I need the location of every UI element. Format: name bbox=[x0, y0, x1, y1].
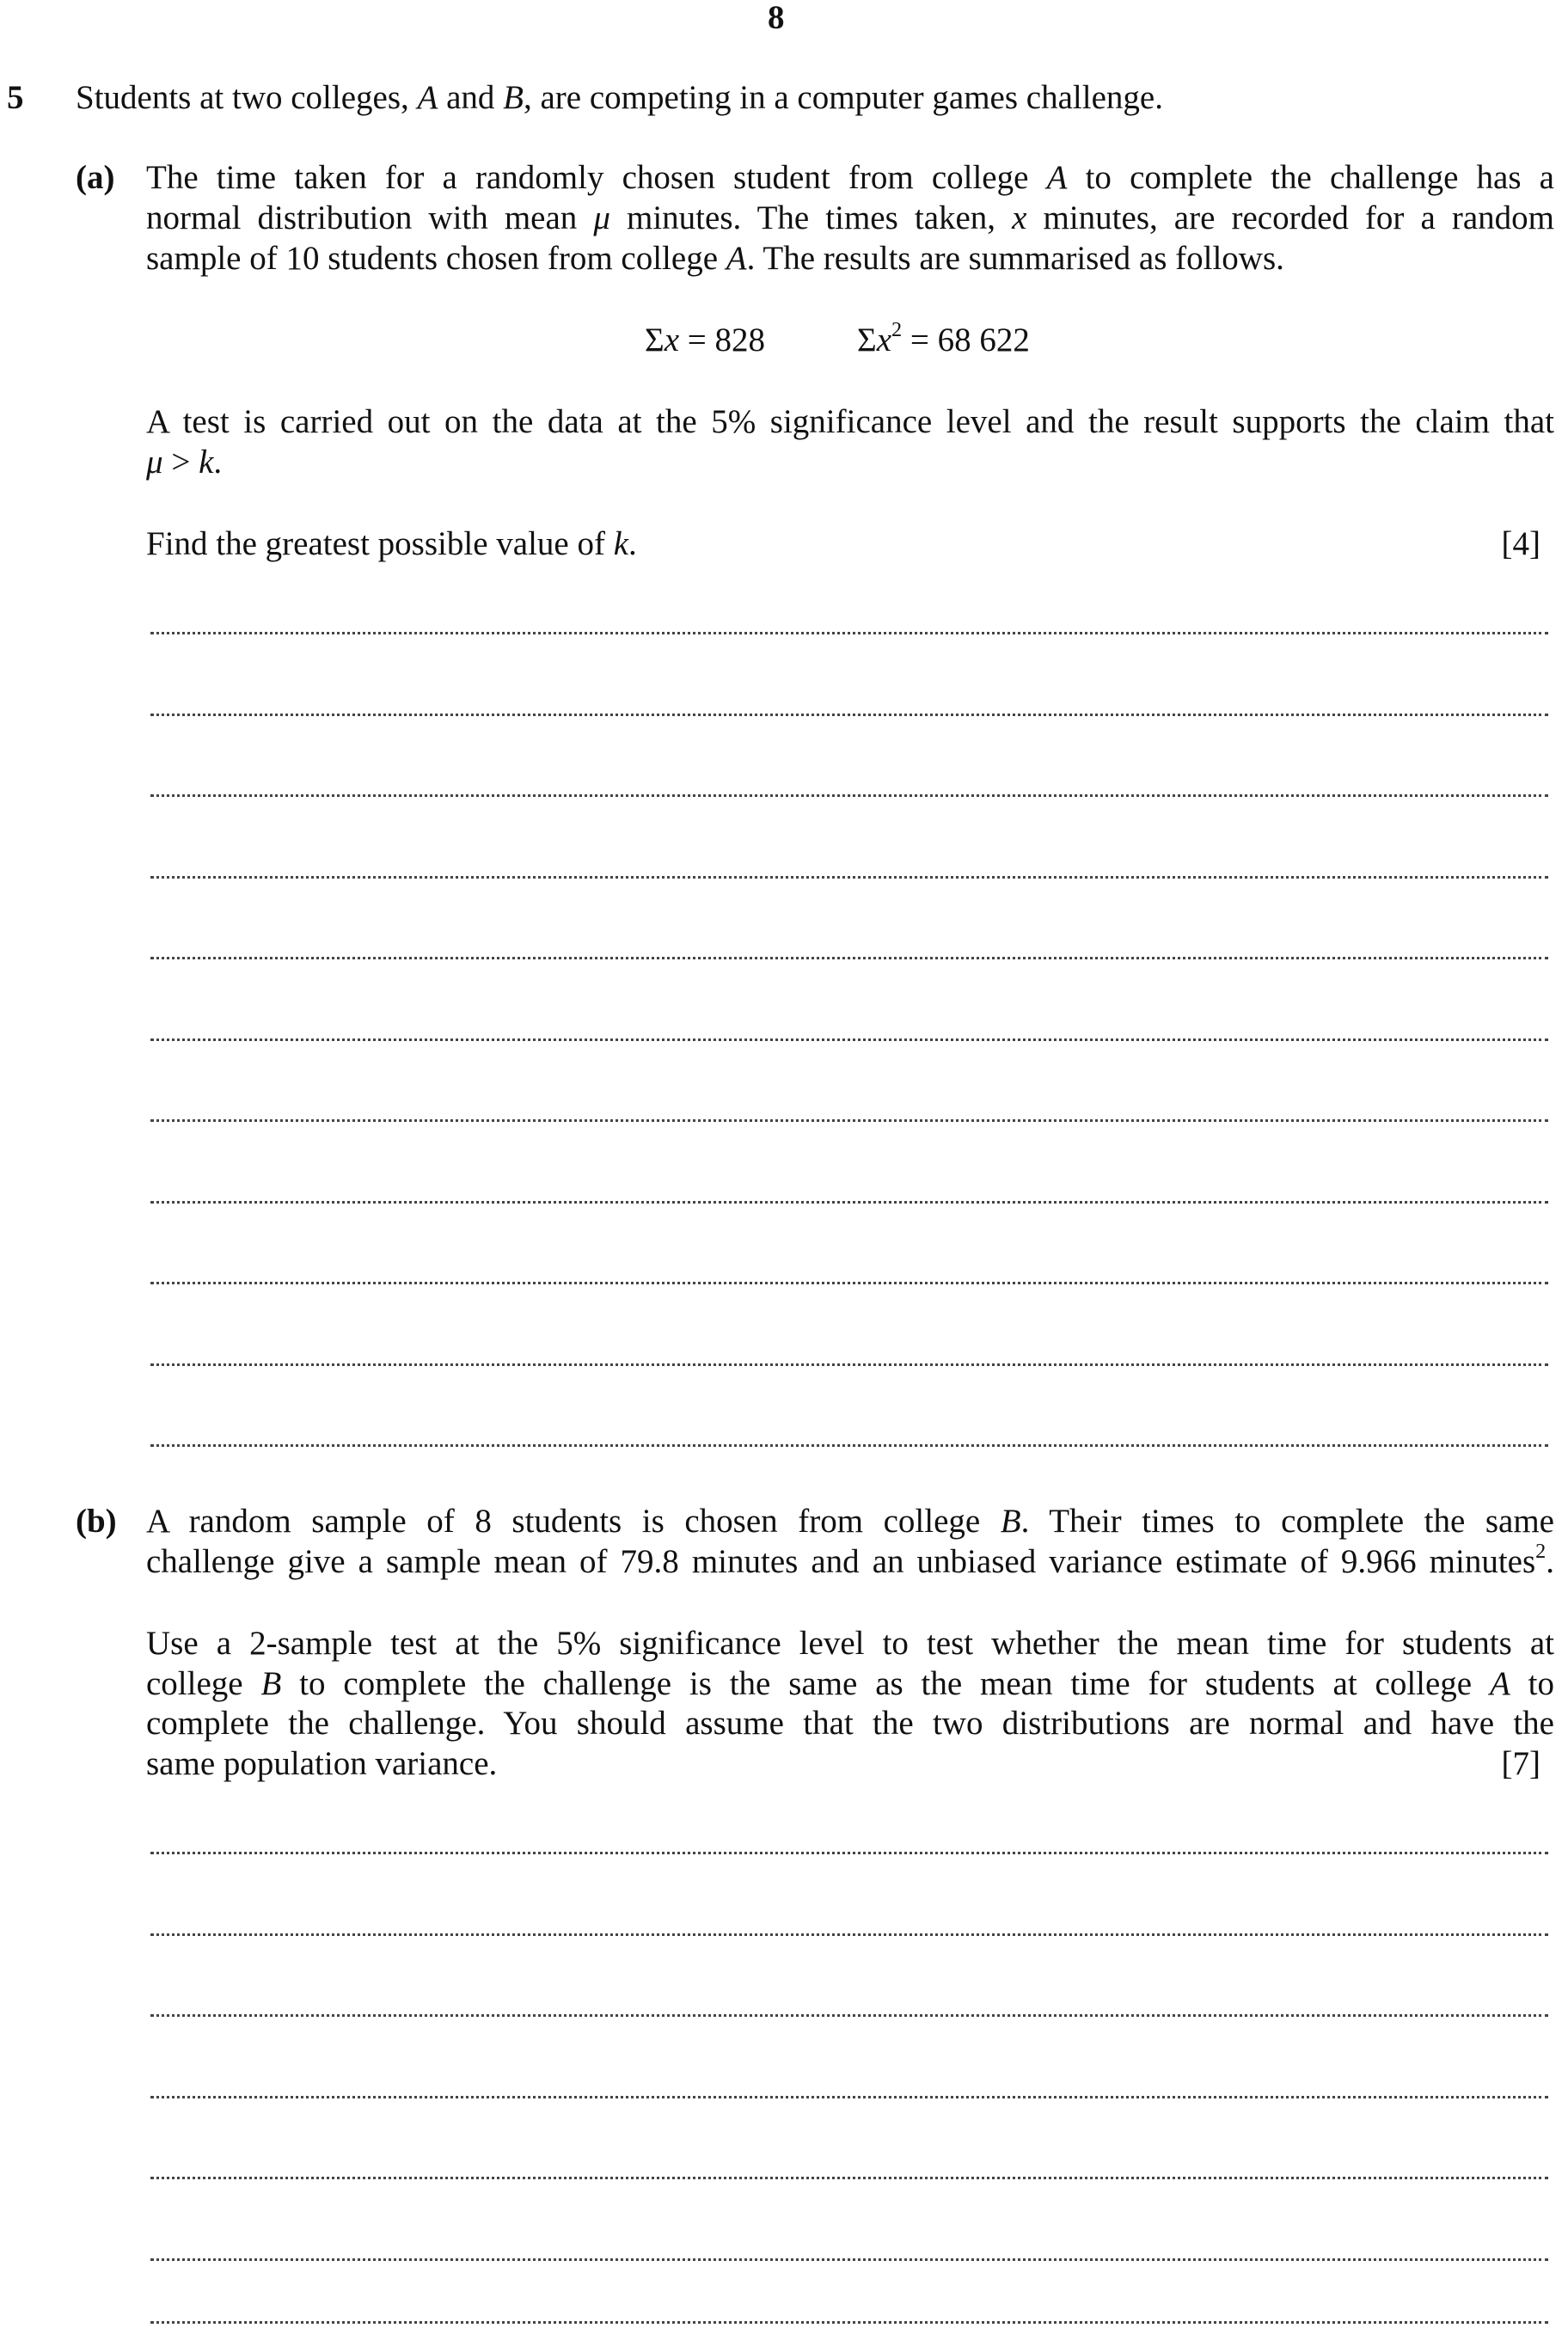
answer-line[interactable] bbox=[150, 2096, 1548, 2098]
text-segment: same population variance. bbox=[146, 1745, 498, 1782]
math-variable: B bbox=[503, 79, 524, 116]
part-a-marks: [4] bbox=[1501, 525, 1540, 562]
text-segment: complete the challenge. You should assume that the two distributions are normal and have the bbox=[146, 1705, 1554, 1742]
text-segment: Students at two colleges, bbox=[76, 79, 418, 116]
answer-line[interactable] bbox=[150, 1201, 1548, 1204]
text-segment: minutes. The times taken, bbox=[609, 199, 1013, 236]
part-b-text-line bbox=[146, 1501, 1554, 1541]
answer-line[interactable] bbox=[150, 1119, 1548, 1122]
part-b-last-line bbox=[146, 1743, 1554, 1784]
text-segment: to complete the challenge has a bbox=[1067, 159, 1554, 196]
part-a-text-line bbox=[146, 198, 1554, 238]
text-segment: = 828 bbox=[679, 322, 766, 358]
formula-sum-x bbox=[645, 320, 765, 360]
text-segment: = 68 622 bbox=[902, 322, 1030, 358]
math-variable: A bbox=[726, 240, 747, 277]
part-a-text-line bbox=[146, 157, 1554, 198]
answer-line[interactable] bbox=[150, 794, 1548, 797]
text-segment: , are competing in a computer games challenge. bbox=[524, 79, 1163, 116]
text-segment: to complete the challenge is the same as the mean time for students at college bbox=[281, 1665, 1490, 1702]
part-a-instruction bbox=[146, 524, 1554, 564]
part-b-text-line bbox=[146, 1623, 1554, 1663]
answer-line[interactable] bbox=[150, 1852, 1548, 1854]
math-variable: x bbox=[664, 322, 680, 358]
math-variable: k bbox=[613, 525, 629, 562]
text-segment: Find the greatest possible value of bbox=[146, 525, 614, 562]
text-segment: Use a 2-sample test at the 5% significance level to test whether the mean time for students at bbox=[146, 1625, 1554, 1662]
answer-line[interactable] bbox=[150, 1933, 1548, 1936]
answer-line[interactable] bbox=[150, 1038, 1548, 1041]
text-segment: . bbox=[213, 444, 223, 481]
text-segment: to bbox=[1510, 1665, 1554, 1702]
math-variable: μ bbox=[593, 199, 610, 236]
part-a-label: (a) bbox=[76, 159, 115, 196]
answer-line[interactable] bbox=[150, 2177, 1548, 2179]
superscript: 2 bbox=[1535, 1540, 1547, 1564]
question-intro bbox=[76, 77, 1163, 118]
text-segment: A test is carried out on the data at the 5% significance level and the result supports the claim that bbox=[146, 403, 1554, 440]
text-segment: . Their times to complete the same bbox=[1020, 1503, 1554, 1540]
math-variable: μ bbox=[146, 444, 163, 481]
text-segment: normal distribution with mean bbox=[146, 199, 594, 236]
part-b-label: (b) bbox=[76, 1503, 117, 1540]
math-variable: k bbox=[199, 444, 214, 481]
answer-line[interactable] bbox=[150, 2014, 1548, 2017]
part-b-text bbox=[146, 1745, 497, 1782]
part-a-claim-line bbox=[146, 442, 1554, 482]
answer-line[interactable] bbox=[150, 1444, 1548, 1447]
part-b-text-line bbox=[146, 1663, 1554, 1704]
part-a-claim-line bbox=[146, 401, 1554, 442]
part-b-text-line bbox=[146, 1703, 1554, 1743]
text-segment: . The results are summarised as follows. bbox=[746, 240, 1284, 277]
question-number: 5 bbox=[7, 79, 24, 116]
text-segment: > bbox=[162, 444, 199, 481]
math-variable: A bbox=[1489, 1665, 1510, 1702]
text-segment: challenge give a sample mean of 79.8 minutes and an unbiased variance estimate of 9.966 minutes bbox=[146, 1543, 1536, 1580]
answer-line[interactable] bbox=[150, 2321, 1548, 2324]
math-variable: A bbox=[417, 79, 438, 116]
answer-line[interactable] bbox=[150, 632, 1548, 634]
part-a-instruction-text bbox=[146, 525, 637, 562]
part-b-marks: [7] bbox=[1501, 1745, 1540, 1782]
math-variable: x bbox=[876, 322, 892, 358]
math-variable: B bbox=[260, 1665, 282, 1702]
page-number: 8 bbox=[768, 0, 785, 36]
answer-line[interactable] bbox=[150, 2258, 1548, 2261]
answer-line[interactable] bbox=[150, 957, 1548, 959]
text-segment: college bbox=[146, 1665, 261, 1702]
answer-line[interactable] bbox=[150, 714, 1548, 716]
text-segment: A random sample of 8 students is chosen from college bbox=[146, 1503, 1001, 1540]
superscript: 2 bbox=[891, 318, 903, 342]
text-segment: Σ bbox=[645, 322, 665, 358]
formula-sum-x-squared bbox=[857, 320, 1030, 360]
part-b-text-line bbox=[146, 1541, 1554, 1582]
part-a-text-line bbox=[146, 238, 1554, 279]
text-segment: . bbox=[628, 525, 637, 562]
math-variable: x bbox=[1012, 199, 1027, 236]
text-segment: The time taken for a randomly chosen student from college bbox=[146, 159, 1047, 196]
text-segment: . bbox=[1546, 1543, 1554, 1580]
math-variable: A bbox=[1046, 159, 1068, 196]
text-segment: Σ bbox=[857, 322, 877, 358]
answer-line[interactable] bbox=[150, 1363, 1548, 1366]
text-segment: and bbox=[438, 79, 504, 116]
math-variable: B bbox=[1000, 1503, 1021, 1540]
text-segment: sample of 10 students chosen from college bbox=[146, 240, 726, 277]
text-segment: minutes, are recorded for a random bbox=[1026, 199, 1554, 236]
answer-line[interactable] bbox=[150, 1282, 1548, 1284]
answer-line[interactable] bbox=[150, 876, 1548, 879]
